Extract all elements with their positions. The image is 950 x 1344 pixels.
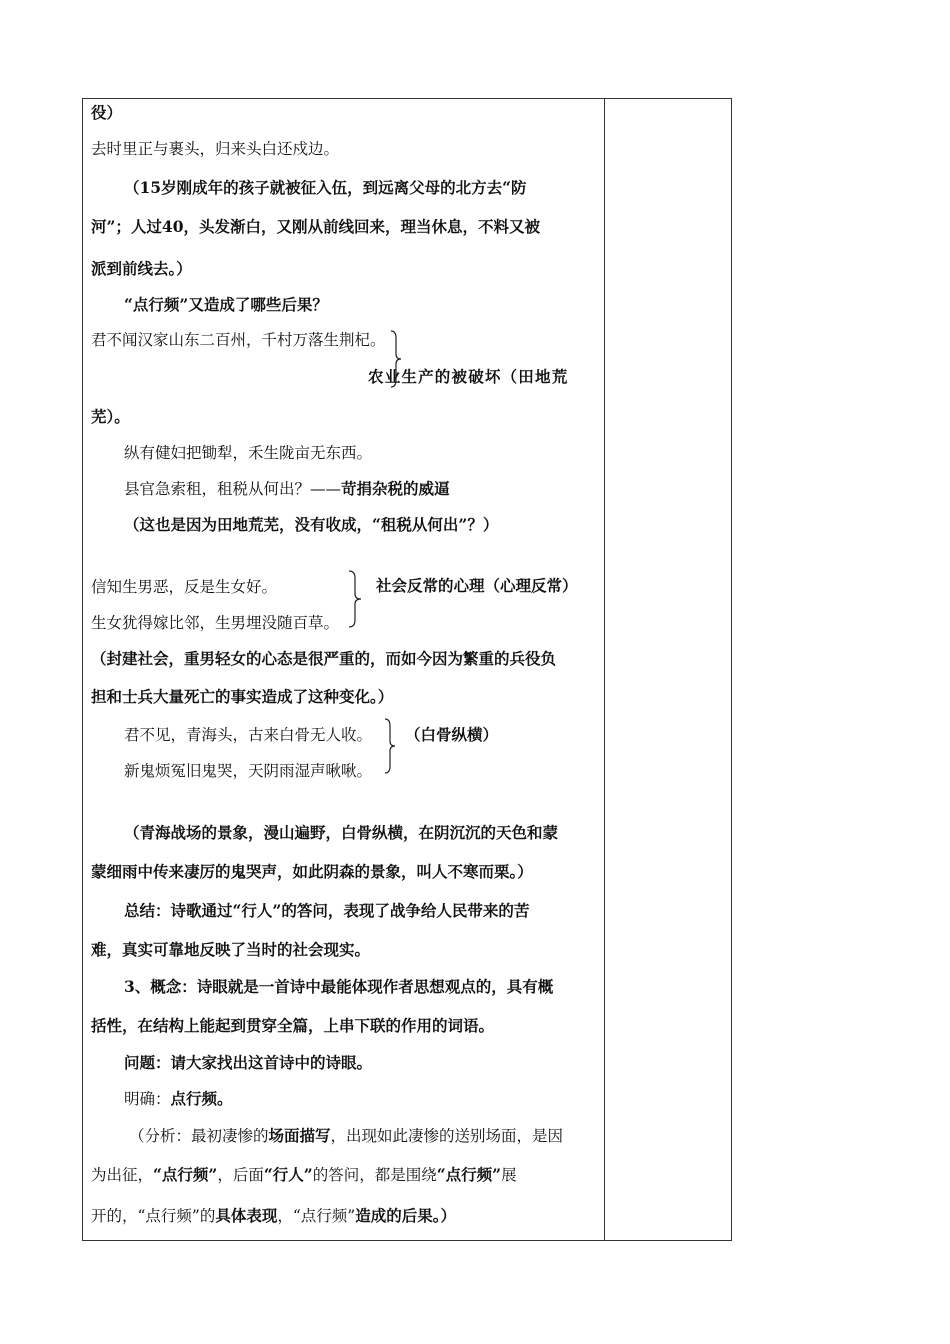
poem-line: 新鬼烦冤旧鬼哭，天阴雨湿声啾啾。 [124,762,373,780]
poem-line [124,478,450,500]
text-line: 芜）。 [91,407,130,426]
text-span: “点行频” [153,1165,218,1184]
text-line: 河”；人过40，头发渐白，又刚从前线回来，理当休息，不料又被 [91,217,540,236]
poem-line: 君不闻汉家山东二百州，千村万落生荆杞。 [91,331,386,349]
text-span: 点行频。 [170,1089,233,1108]
text-line: 总结：诗歌通过“行人”的答问，表现了战争给人民带来的苦 [124,901,530,920]
text-span: 的答问，都是围绕 [312,1166,437,1184]
column-divider [604,99,605,1240]
text-line: （15岁刚成年的孩子就被征入伍，到远离父母的北方去“防 [124,178,527,197]
text-span: 造成的后果。） [355,1206,456,1225]
text-line: （青海战场的景象，漫山遍野，白骨纵横，在阴沉沉的天色和蒙 [124,823,559,842]
text-line: 派到前线去。） [91,259,192,278]
text-line [129,1125,563,1147]
poem-line: 生女犹得嫁比邻，生男埋没随百草。 [91,614,340,632]
brace-icon [347,570,363,628]
poem-text: 县官急索租，租税从何出？—— [124,480,342,498]
poem-line: 纵有健妇把锄犁，禾生陇亩无东西。 [124,444,373,462]
text-span: ，出现如此凄惨的送别场面，是因 [330,1127,564,1145]
text-span: ，后面 [217,1166,264,1184]
text-line: 役） [91,103,123,122]
brace-icon [383,718,397,774]
text-span: 展 [501,1166,517,1184]
text-line: （这也是因为田地荒芜，没有收成，“租税从何出”？） [124,515,499,534]
text-span: 为出征， [91,1166,154,1184]
question-line: “点行频”又造成了哪些后果？ [124,295,328,314]
text-line [91,1205,456,1227]
text-line: （封建社会，重男轻女的心态是很严重的，而如今因为繁重的兵役负 [91,649,557,668]
text-span: 场面描写 [268,1126,331,1145]
annotation-text: 苛捐杂税的威逼 [341,479,450,498]
text-line: 难，真实可靠地反映了当时的社会现实。 [91,940,371,959]
text-span: 开的，“点行频”的 [91,1207,216,1225]
text-line: （白骨纵横） [405,725,499,744]
poem-line: 去时里正与裹头，归来头白还戍边。 [91,140,340,158]
text-span: ，“点行频” [277,1207,356,1225]
question-line: 问题：请大家找出这首诗中的诗眼。 [124,1053,373,1072]
text-line [91,1164,517,1186]
text-line [124,1088,233,1110]
poem-line: 信知生男恶，反是生女好。 [91,578,278,596]
text-span: 明确： [124,1090,171,1108]
text-line: 担和士兵大量死亡的事实造成了这种变化。） [91,687,394,706]
text-span: “点行频” [436,1165,502,1184]
text-line: 括性，在结构上能起到贯穿全篇，上串下联的作用的词语。 [91,1016,495,1035]
text-line: 农业生产的被破坏（田地荒 [368,367,569,386]
text-line: 社会反常的心理（心理反常） [376,576,578,595]
text-span: “行人” [263,1165,313,1184]
text-line: 蒙细雨中传来凄厉的鬼哭声，如此阴森的景象，叫人不寒而栗。） [91,862,533,881]
text-span: （分析：最初凄惨的 [129,1127,269,1145]
text-line: 3、概念：诗眼就是一首诗中最能体现作者思想观点的，具有概 [124,977,554,996]
poem-line: 君不见，青海头，古来白骨无人收。 [124,726,373,744]
text-span: 具体表现 [215,1206,278,1225]
